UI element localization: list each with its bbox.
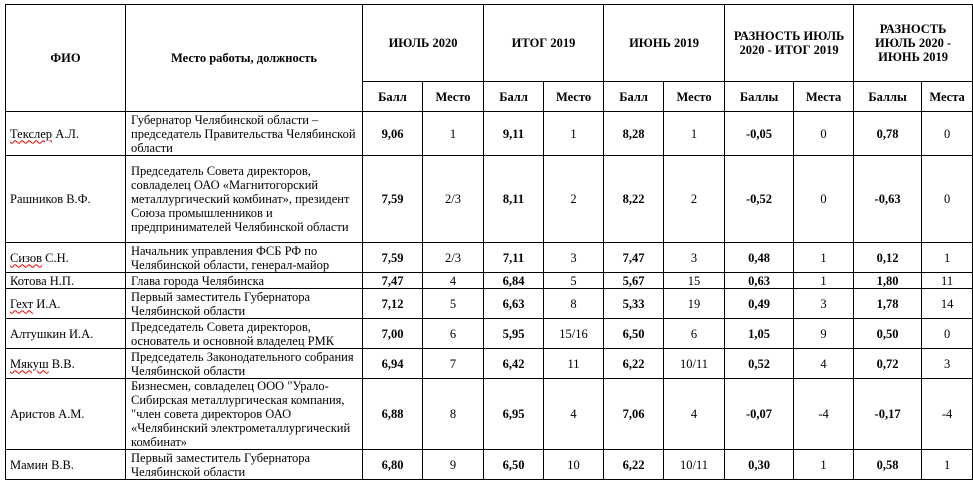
person-name: Сизов С.Н. <box>6 243 126 273</box>
jun2019-score: 8,22 <box>604 156 664 243</box>
subheader-mesto: Место <box>664 82 725 112</box>
jul2020-place: 4 <box>423 273 484 289</box>
person-position: Губернатор Челябинской области – председатель Правительства Челябинской области <box>126 112 363 156</box>
diff-total-score: -0,52 <box>725 156 794 243</box>
jun2019-score: 5,67 <box>604 273 664 289</box>
diff-total-place: 0 <box>794 112 854 156</box>
jul2020-score: 7,00 <box>363 319 423 349</box>
person-position: Председатель Совета директоров, совладелец ОАО «Магнитогорский металлургический комбинат», президент Союза промышленников и предпринимателей Челябинской области <box>126 156 363 243</box>
person-name: Котова Н.П. <box>6 273 126 289</box>
total2019-score: 6,63 <box>484 289 544 319</box>
diff-total-score: 1,05 <box>725 319 794 349</box>
diff-june-score: 1,78 <box>854 289 922 319</box>
diff-june-score: -0,63 <box>854 156 922 243</box>
table-row <box>6 379 973 450</box>
table-row <box>6 289 973 319</box>
person-name: Рашников В.Ф. <box>6 156 126 243</box>
person-name: Мамин В.В. <box>6 450 126 480</box>
subheader-bally: Баллы <box>854 82 922 112</box>
jul2020-score: 6,88 <box>363 379 423 450</box>
jul2020-place: 8 <box>423 379 484 450</box>
jul2020-place: 1 <box>423 112 484 156</box>
diff-total-score: -0,05 <box>725 112 794 156</box>
diff-total-score: -0,07 <box>725 379 794 450</box>
jun2019-place: 3 <box>664 243 725 273</box>
total2019-score: 6,84 <box>484 273 544 289</box>
jun2019-score: 6,22 <box>604 450 664 480</box>
jul2020-score: 9,06 <box>363 112 423 156</box>
table-row <box>6 349 973 379</box>
jun2019-score: 8,28 <box>604 112 664 156</box>
diff-june-place: 3 <box>922 349 973 379</box>
diff-total-place: 4 <box>794 349 854 379</box>
total2019-score: 8,11 <box>484 156 544 243</box>
diff-june-score: 0,58 <box>854 450 922 480</box>
total2019-place: 5 <box>544 273 604 289</box>
person-position: Глава города Челябинска <box>126 273 363 289</box>
diff-total-score: 0,49 <box>725 289 794 319</box>
diff-total-place: 3 <box>794 289 854 319</box>
total2019-score: 7,11 <box>484 243 544 273</box>
ranking-table <box>5 4 973 480</box>
jun2019-score: 6,22 <box>604 349 664 379</box>
jun2019-place: 15 <box>664 273 725 289</box>
jun2019-place: 10/11 <box>664 450 725 480</box>
diff-total-place: 1 <box>794 450 854 480</box>
header-fio: ФИО <box>6 5 126 112</box>
diff-total-place: 1 <box>794 243 854 273</box>
header-position: Место работы, должность <box>126 5 363 112</box>
jul2020-place: 5 <box>423 289 484 319</box>
jun2019-place: 4 <box>664 379 725 450</box>
diff-total-score: 0,30 <box>725 450 794 480</box>
jul2020-place: 6 <box>423 319 484 349</box>
subheader-mesta: Места <box>794 82 854 112</box>
person-position: Бизнесмен, совладелец ООО "Урало-Сибирская металлургическая компания, "член совета директоров ОАО «Челябинский электрометаллургический комбинат» <box>126 379 363 450</box>
jun2019-score: 5,33 <box>604 289 664 319</box>
diff-total-place: 9 <box>794 319 854 349</box>
subheader-ball: Балл <box>604 82 664 112</box>
jun2019-score: 6,50 <box>604 319 664 349</box>
person-position: Председатель Законодательного собрания Челябинской области <box>126 349 363 379</box>
person-name: Алтушкин И.А. <box>6 319 126 349</box>
header-row-main <box>6 5 973 82</box>
subheader-ball: Балл <box>484 82 544 112</box>
table-row <box>6 450 973 480</box>
header-jul2020: ИЮЛЬ 2020 <box>363 5 484 82</box>
total2019-place: 11 <box>544 349 604 379</box>
table-row <box>6 319 973 349</box>
diff-june-score: 0,72 <box>854 349 922 379</box>
jul2020-score: 6,94 <box>363 349 423 379</box>
person-name: Гехт И.А. <box>6 289 126 319</box>
person-name: Текслер А.Л. <box>6 112 126 156</box>
subheader-bally: Баллы <box>725 82 794 112</box>
table-row <box>6 243 973 273</box>
diff-june-score: 0,78 <box>854 112 922 156</box>
table-row <box>6 273 973 289</box>
header-jun2019: ИЮНЬ 2019 <box>604 5 725 82</box>
person-name: Мякуш В.В. <box>6 349 126 379</box>
jun2019-score: 7,47 <box>604 243 664 273</box>
person-position: Первый заместитель Губернатора Челябинской области <box>126 450 363 480</box>
diff-june-place: 1 <box>922 243 973 273</box>
diff-june-score: 0,12 <box>854 243 922 273</box>
diff-june-place: 0 <box>922 156 973 243</box>
jun2019-place: 1 <box>664 112 725 156</box>
jul2020-place: 2/3 <box>423 156 484 243</box>
person-position: Первый заместитель Губернатора Челябинской области <box>126 289 363 319</box>
diff-june-place: 0 <box>922 319 973 349</box>
table-row <box>6 112 973 156</box>
jun2019-score: 7,06 <box>604 379 664 450</box>
diff-june-place: 11 <box>922 273 973 289</box>
subheader-mesto: Место <box>544 82 604 112</box>
jun2019-place: 19 <box>664 289 725 319</box>
jul2020-place: 2/3 <box>423 243 484 273</box>
diff-june-place: 14 <box>922 289 973 319</box>
total2019-place: 10 <box>544 450 604 480</box>
total2019-place: 4 <box>544 379 604 450</box>
diff-total-score: 0,63 <box>725 273 794 289</box>
person-name: Аристов А.М. <box>6 379 126 450</box>
jul2020-score: 6,80 <box>363 450 423 480</box>
total2019-score: 9,11 <box>484 112 544 156</box>
total2019-place: 3 <box>544 243 604 273</box>
jul2020-score: 7,59 <box>363 156 423 243</box>
subheader-ball: Балл <box>363 82 423 112</box>
diff-june-score: 0,50 <box>854 319 922 349</box>
total2019-place: 8 <box>544 289 604 319</box>
header-diff-june: РАЗНОСТЬ ИЮЛЬ 2020 - ИЮНЬ 2019 <box>854 5 973 82</box>
jun2019-place: 6 <box>664 319 725 349</box>
jul2020-score: 7,12 <box>363 289 423 319</box>
total2019-score: 6,42 <box>484 349 544 379</box>
subheader-mesto: Место <box>423 82 484 112</box>
person-position: Начальник управления ФСБ РФ по Челябинской области, генерал-майор <box>126 243 363 273</box>
header-diff-total: РАЗНОСТЬ ИЮЛЬ 2020 - ИТОГ 2019 <box>725 5 854 82</box>
person-position: Председатель Совета директоров, основатель и основной владелец РМК <box>126 319 363 349</box>
diff-june-place: 1 <box>922 450 973 480</box>
total2019-score: 6,50 <box>484 450 544 480</box>
total2019-score: 5,95 <box>484 319 544 349</box>
subheader-mesta: Места <box>922 82 973 112</box>
diff-total-place: 0 <box>794 156 854 243</box>
total2019-score: 6,95 <box>484 379 544 450</box>
jul2020-place: 9 <box>423 450 484 480</box>
header-total2019: ИТОГ 2019 <box>484 5 604 82</box>
jul2020-score: 7,47 <box>363 273 423 289</box>
diff-june-score: 1,80 <box>854 273 922 289</box>
jun2019-place: 10/11 <box>664 349 725 379</box>
jul2020-score: 7,59 <box>363 243 423 273</box>
diff-total-score: 0,48 <box>725 243 794 273</box>
table-row <box>6 156 973 243</box>
jun2019-place: 2 <box>664 156 725 243</box>
total2019-place: 1 <box>544 112 604 156</box>
diff-june-place: -4 <box>922 379 973 450</box>
diff-total-place: 1 <box>794 273 854 289</box>
diff-june-score: -0,17 <box>854 379 922 450</box>
diff-june-place: 0 <box>922 112 973 156</box>
total2019-place: 15/16 <box>544 319 604 349</box>
diff-total-score: 0,52 <box>725 349 794 379</box>
diff-total-place: -4 <box>794 379 854 450</box>
jul2020-place: 7 <box>423 349 484 379</box>
total2019-place: 2 <box>544 156 604 243</box>
